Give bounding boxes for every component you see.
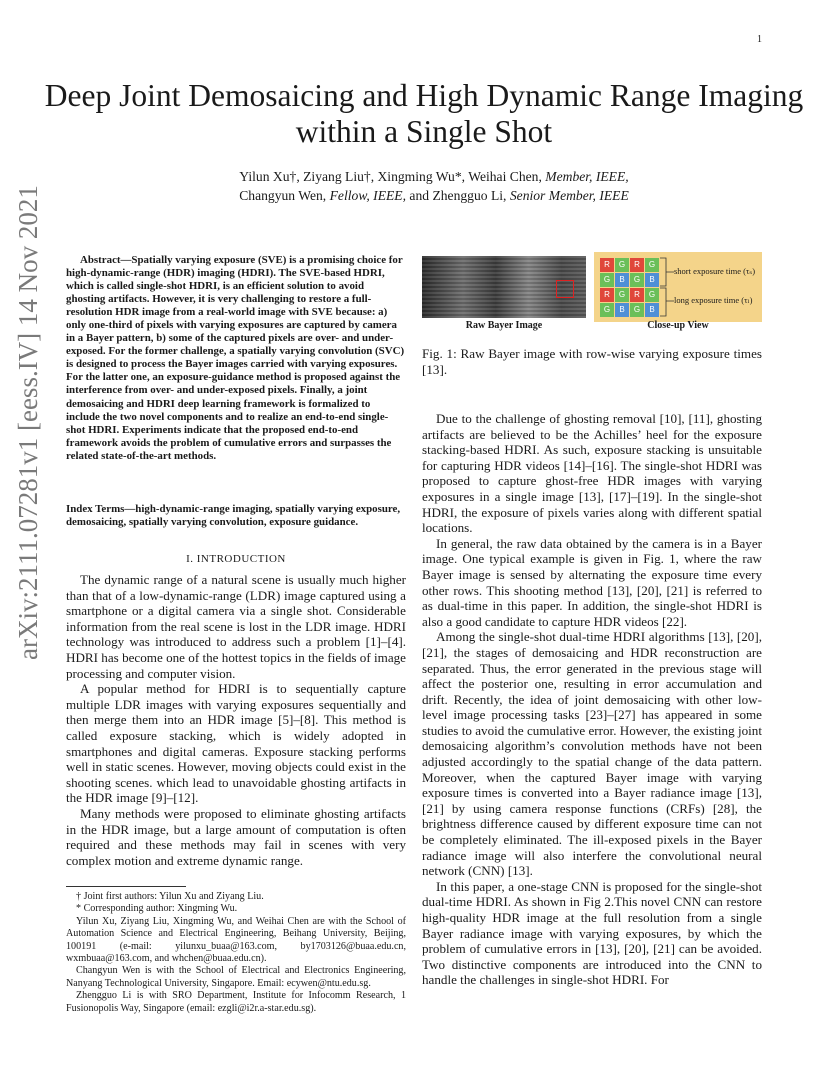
bayer-cell: B <box>615 273 629 287</box>
bayer-cell: G <box>615 288 629 302</box>
body-paragraph: In this paper, a one-stage CNN is proposed for the single-shot dual-time HDRI. As shown in Fig 2.This novel CNN can restore high-quality HDR image at the full resolution from a single Bayer radiance image with varying exposures, by which the problem of cumulative errors in [13], [20], [21] can be avoided. Two distinctive components are introduced into the CNN to handle the challenges in single-shot HDRI. For <box>422 878 762 988</box>
footnote: † Joint first authors: Yilun Xu and Ziyang Liu. <box>76 891 264 902</box>
page-number: 1 <box>757 34 762 45</box>
raw-bayer-label: Raw Bayer Image <box>465 320 543 331</box>
right-column <box>422 411 762 988</box>
raw-bayer-image <box>422 256 586 318</box>
intro-column <box>66 572 406 868</box>
short-exposure-label: short exposure time (τₛ) <box>674 266 756 276</box>
authors-line1-names: Yilun Xu†, Ziyang Liu†, Xingming Wu*, Weihai Chen, <box>239 169 542 184</box>
intro-paragraph: A popular method for HDRI is to sequentially capture multiple LDR images with varying exposures sequentially and then merge them into an HDR image [5]–[8]. This method is called exposure stacking, which is widely adopted in smartphones and digital cameras. Exposure stacking performs well in static scenes. However, moving objects could exist in the shooting scenes. which lead to unavoidable ghosting artifacts in the HDR image [9]–[12]. <box>66 681 406 806</box>
bayer-cell: R <box>630 258 644 272</box>
long-exposure-label: long exposure time (τₗ) <box>674 295 753 305</box>
bayer-cell: G <box>600 273 614 287</box>
figure-caption: Fig. 1: Raw Bayer image with row-wise varying exposure times [13]. <box>422 346 762 377</box>
authors-line2-role1: Fellow, IEEE, <box>329 187 407 203</box>
closeup-marker <box>556 280 574 298</box>
bayer-cell: R <box>600 288 614 302</box>
closeup-label: Close-up View <box>647 320 709 331</box>
arxiv-identifier: arXiv:2111.07281v1 [eess.IV] 14 Nov 2021 <box>13 185 43 660</box>
index-terms-text: Index Terms—high-dynamic-range imaging, spatially varying exposure, demosaicing, spatially varying convolution, exposure guidance. <box>66 502 401 528</box>
footnote: Changyun Wen is with the School of Electrical and Electronics Engineering, Nanyang Technological University, Singapore. Email: ecywen@ntu.edu.sg. <box>66 965 406 989</box>
figure-1 <box>422 252 764 336</box>
body-paragraph: Due to the challenge of ghosting removal [10], [11], ghosting artifacts are believed to be the Achilles’ heel for the exposure stacking-based HDRI. As such, exposure stacking is unsuitable for capturing HDR videos [14]–[16]. The single-shot HDRI was proposed to capture ghost-free HDR images with varying exposures in a single image [13], [17]–[19]. In the single-shot HDRI, the exposure of pixels varies along with different spatial locations. <box>422 411 762 536</box>
abstract <box>66 254 406 463</box>
footnote-rule <box>66 886 186 887</box>
bayer-cell: G <box>630 273 644 287</box>
paper-title: Deep Joint Demosaicing and High Dynamic Range Imaging within a Single Shot <box>44 78 804 149</box>
bayer-cell: G <box>645 288 659 302</box>
bayer-cell: G <box>615 258 629 272</box>
bayer-cell: G <box>600 303 614 317</box>
footnote: Yilun Xu, Ziyang Liu, Xingming Wu, and Weihai Chen are with the School of Automation Science and Electrical Engineering, Beihang University, Beijing, 100191 (e-mail: yilunxu_buaa@163.com, by1703126@buaa.edu.cn, wxmbuaa@163.com, and whchen@buaa.edu.cn). <box>66 915 406 965</box>
body-paragraph: Among the single-shot dual-time HDRI algorithms [13], [20], [21], the stages of demosaicing and HDR reconstruction are separated. Thus, the error generated in the previous stage will affect the posterior one, resulting in error accumulation and drift. Recently, the idea of joint demosaicing with other low-level image processing tasks [23]–[27] has appeared in some studies to avoid the cumulative error. However, the existing joint demosaicing algorithm’s convolution methods have not been adjusted accordingly to the spatial change of the data pattern. Moreover, when the captured Bayer image with varying exposure times is converted into a Bayer radiance image [13], [21] by using camera response functions (CRFs) [28], the brightness difference caused by different exposure time can not be completely eliminated. The ill-exposed pixels in the Bayer radiance image will also interfere the convolutional neural network (CNN) [13]. <box>422 629 762 879</box>
body-paragraph: In general, the raw data obtained by the camera is in a Bayer image. One typical example is given in Fig. 1, where the raw Bayer image is sensed by alternating the exposure time every other rows. This shooting method [13], [20], [21] is referred to as dual-time in this paper. In addition, the single-shot HDRI is also a good candidate to capture HDR videos [22]. <box>422 535 762 629</box>
section-heading: I. INTRODUCTION <box>186 553 286 565</box>
bayer-cell: R <box>630 288 644 302</box>
bayer-cell: B <box>645 303 659 317</box>
authors-line1-role: Member, IEEE, <box>545 169 629 184</box>
authors-line2-name2: and Zhengguo Li, <box>409 187 507 203</box>
author-list <box>40 168 828 205</box>
authors-line2-role2: Senior Member, IEEE <box>509 187 629 203</box>
bayer-cell: G <box>630 303 644 317</box>
footnote: * Corresponding author: Xingming Wu. <box>76 903 238 915</box>
footnotes <box>66 891 406 1015</box>
abstract-text: Abstract—Spatially varying exposure (SVE) is a promising choice for high-dynamic-range (HDR) imaging (HDRI). The SVE-based HDRI, which is called single-shot HDRI, is an efficient solution to avoid ghosting artifacts. However, it is very challenging to restore a full-resolution HDR image from a real-world image with SVE because: a) only one-third of pixels with varying exposures are captured by camera in a Bayer pattern, b) some of the captured pixels are over- and under-exposed. For the former challenge, a spatially varying convolution (SVC) is designed to process the Bayer images carried with varying exposures. For the latter one, an exposure-guidance method is proposed against the interference from over- and under-exposed pixels. Finally, a joint demosaicing and HDRI deep learning framework is formalized to include the two novel components and to realize an end-to-end single-shot HDRI. Experiments indicate that the proposed end-to-end framework avoids the problem of cumulative errors and surpasses the related state-of-the-art methods. <box>66 254 405 462</box>
authors-line2-name1: Changyun Wen, <box>239 187 327 203</box>
intro-paragraph: The dynamic range of a natural scene is usually much higher than that of a low-dynamic-range (LDR) image captured using a smartphone or a digital camera via a single shot. Considerable information from the real scene is lost in the LDR image. HDRI technology was introduced to address such a problem [1]–[4]. HDRI has become one of the hottest topics in the fields of image processing and computer vision. <box>66 572 406 681</box>
closeup-view <box>594 252 762 322</box>
bayer-cell: G <box>645 258 659 272</box>
bayer-cell: B <box>615 303 629 317</box>
intro-paragraph: Many methods were proposed to eliminate ghosting artifacts in the HDR image, but a large amount of computation is often required and these methods may fail in scenes with very complex motion and extreme dynamic range. <box>66 805 406 868</box>
bayer-cell: R <box>600 258 614 272</box>
bayer-cell: B <box>645 273 659 287</box>
index-terms <box>66 492 406 540</box>
footnote: Zhengguo Li is with SRO Department, Institute for Infocomm Research, 1 Fusionopolis Way, Singapore (email: ezgli@i2r.a-star.edu.sg). <box>66 990 406 1014</box>
